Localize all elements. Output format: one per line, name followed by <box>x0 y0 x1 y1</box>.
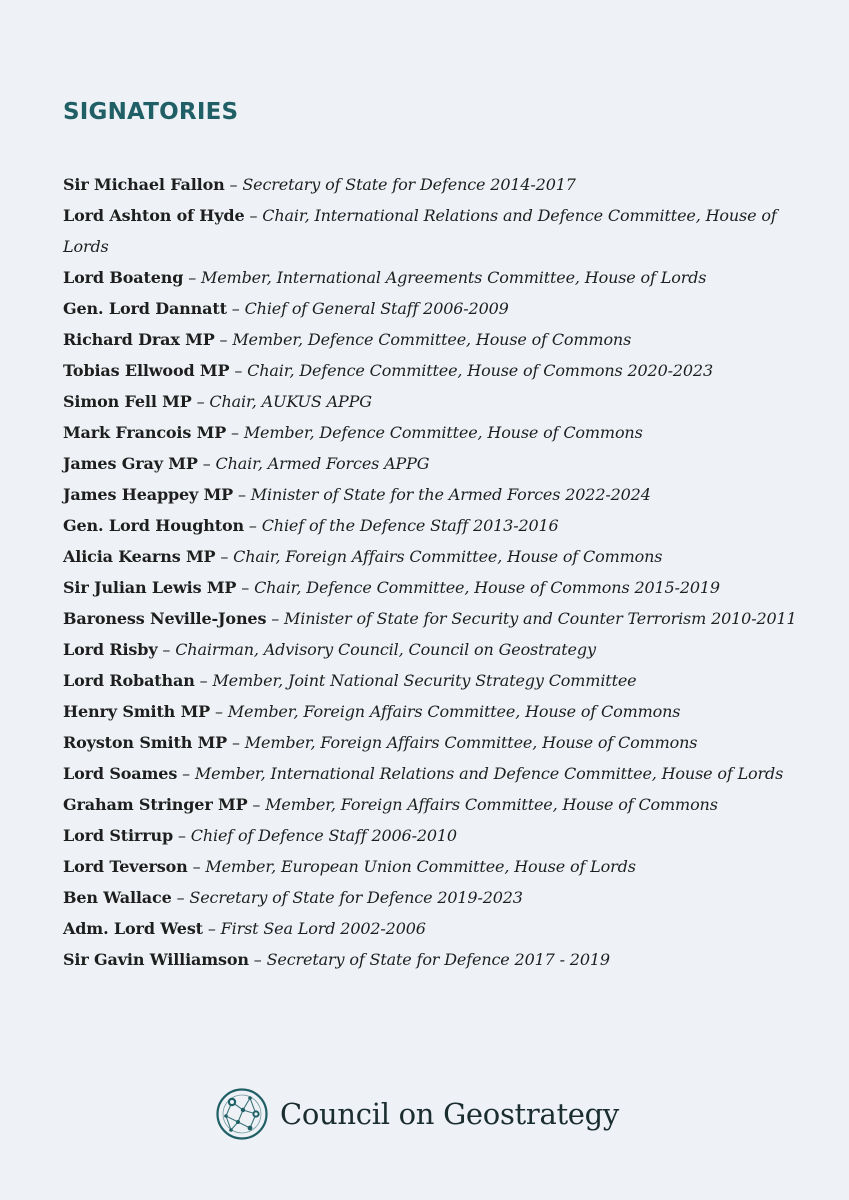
signatory-entry <box>63 417 803 448</box>
signatory-name: Henry Smith MP <box>63 702 211 721</box>
signatory-name: Lord Teverson <box>63 857 188 876</box>
signatory-name: Alicia Kearns MP <box>63 547 216 566</box>
signatory-role: Member, International Agreements Committee, House of Lords <box>201 268 707 287</box>
separator-dash: – <box>214 702 223 721</box>
signatory-role: Chief of Defence Staff 2006-2010 <box>190 826 457 845</box>
signatory-role: Chair, International Relations and Defence Committee, House of Lords <box>63 206 777 256</box>
separator-dash: – <box>229 175 238 194</box>
signatory-role: First Sea Lord 2002-2006 <box>220 919 426 938</box>
separator-dash: – <box>199 671 208 690</box>
signatory-role: Member, Defence Committee, House of Commons <box>232 330 632 349</box>
signatory-entry <box>63 262 803 293</box>
signatory-role: Member, Foreign Affairs Committee, House of Commons <box>244 733 698 752</box>
signatory-name: Sir Michael Fallon <box>63 175 225 194</box>
globe-network-icon <box>216 1088 268 1140</box>
signatory-name: Lord Risby <box>63 640 158 659</box>
signatory-name: James Gray MP <box>63 454 198 473</box>
signatory-entry <box>63 386 803 417</box>
signatory-entry <box>63 758 803 789</box>
signatory-entry <box>63 355 803 386</box>
signatory-role: Member, Foreign Affairs Committee, House of Commons <box>227 702 681 721</box>
signatory-name: Gen. Lord Dannatt <box>63 299 227 318</box>
signatory-role: Chair, Foreign Affairs Committee, House of Commons <box>233 547 663 566</box>
signatory-entry <box>63 665 803 696</box>
page-title: SIGNATORIES <box>63 99 239 125</box>
separator-dash: – <box>252 795 261 814</box>
separator-dash: – <box>177 826 186 845</box>
signatory-entry <box>63 696 803 727</box>
signatory-entry <box>63 448 803 479</box>
separator-dash: – <box>176 888 185 907</box>
signatory-role: Secretary of State for Defence 2019-2023 <box>189 888 523 907</box>
signatory-entry <box>63 603 803 634</box>
signatory-name: Ben Wallace <box>63 888 172 907</box>
separator-dash: – <box>238 485 246 504</box>
signatory-name: Adm. Lord West <box>63 919 203 938</box>
signatory-name: Mark Francois MP <box>63 423 227 442</box>
signatory-name: Royston Smith MP <box>63 733 228 752</box>
signatory-role: Member, Joint National Security Strategy Committee <box>212 671 637 690</box>
separator-dash: – <box>241 578 250 597</box>
separator-dash: – <box>219 330 228 349</box>
organisation-name: Council on Geostrategy <box>280 1097 620 1131</box>
separator-dash: – <box>188 268 197 287</box>
signatory-role: Chair, Armed Forces APPG <box>215 454 430 473</box>
signatory-entry <box>63 913 803 944</box>
signatory-role: Minister of State for the Armed Forces 2022-2024 <box>250 485 651 504</box>
separator-dash: – <box>231 733 240 752</box>
signatory-role: Secretary of State for Defence 2014-2017 <box>242 175 576 194</box>
signatory-name: Gen. Lord Houghton <box>63 516 244 535</box>
signatory-entry <box>63 882 803 913</box>
signatory-entry <box>63 820 803 851</box>
signatory-role: Secretary of State for Defence 2017 - 2019 <box>266 950 610 969</box>
signatory-entry <box>63 200 803 262</box>
signatory-name: Lord Robathan <box>63 671 195 690</box>
signatory-entry <box>63 572 803 603</box>
separator-dash: – <box>207 919 216 938</box>
signatory-role: Chief of the Defence Staff 2013-2016 <box>261 516 559 535</box>
signatory-name: Graham Stringer MP <box>63 795 248 814</box>
signatory-role: Minister of State for Security and Counter Terrorism 2010-2011 <box>284 609 797 628</box>
separator-dash: – <box>196 392 205 411</box>
separator-dash: – <box>234 361 243 380</box>
separator-dash: – <box>248 516 257 535</box>
signatory-entry <box>63 851 803 882</box>
signatory-role: Member, European Union Committee, House of Lords <box>205 857 636 876</box>
signatory-entry <box>63 479 803 510</box>
separator-dash: – <box>162 640 171 659</box>
signatory-list <box>63 169 803 975</box>
separator-dash: – <box>182 764 190 783</box>
separator-dash: – <box>231 423 239 442</box>
signatory-name: Lord Soames <box>63 764 178 783</box>
signatory-entry <box>63 293 803 324</box>
signatory-entry <box>63 169 803 200</box>
signatory-role: Chair, AUKUS APPG <box>209 392 372 411</box>
signatory-name: Simon Fell MP <box>63 392 192 411</box>
signatory-role: Member, Defence Committee, House of Commons <box>243 423 643 442</box>
signatory-role: Chair, Defence Committee, House of Commons 2020-2023 <box>247 361 713 380</box>
signatory-entry <box>63 634 803 665</box>
signatory-name: Lord Boateng <box>63 268 184 287</box>
separator-dash: – <box>220 547 229 566</box>
footer-brand <box>216 1088 619 1140</box>
signatory-entry <box>63 324 803 355</box>
separator-dash: – <box>271 609 280 628</box>
separator-dash: – <box>231 299 240 318</box>
separator-dash: – <box>253 950 262 969</box>
signatory-name: Baroness Neville-Jones <box>63 609 267 628</box>
signatory-entry <box>63 541 803 572</box>
signatory-name: Sir Gavin Williamson <box>63 950 249 969</box>
signatory-name: Tobias Ellwood MP <box>63 361 230 380</box>
signatory-role: Chief of General Staff 2006-2009 <box>244 299 509 318</box>
signatory-name: Lord Stirrup <box>63 826 174 845</box>
signatory-name: Sir Julian Lewis MP <box>63 578 237 597</box>
signatory-role: Chair, Defence Committee, House of Commons 2015-2019 <box>254 578 720 597</box>
signatory-name: James Heappey MP <box>63 485 234 504</box>
signatory-role: Chairman, Advisory Council, Council on Geostrategy <box>175 640 596 659</box>
signatory-entry <box>63 944 803 975</box>
separator-dash: – <box>202 454 211 473</box>
signatory-entry <box>63 789 803 820</box>
separator-dash: – <box>249 206 258 225</box>
signatory-name: Lord Ashton of Hyde <box>63 206 245 225</box>
signatory-entry <box>63 510 803 541</box>
signatory-role: Member, International Relations and Defence Committee, House of Lords <box>194 764 784 783</box>
separator-dash: – <box>192 857 201 876</box>
signatory-entry <box>63 727 803 758</box>
signatory-role: Member, Foreign Affairs Committee, House of Commons <box>265 795 718 814</box>
signatory-name: Richard Drax MP <box>63 330 215 349</box>
